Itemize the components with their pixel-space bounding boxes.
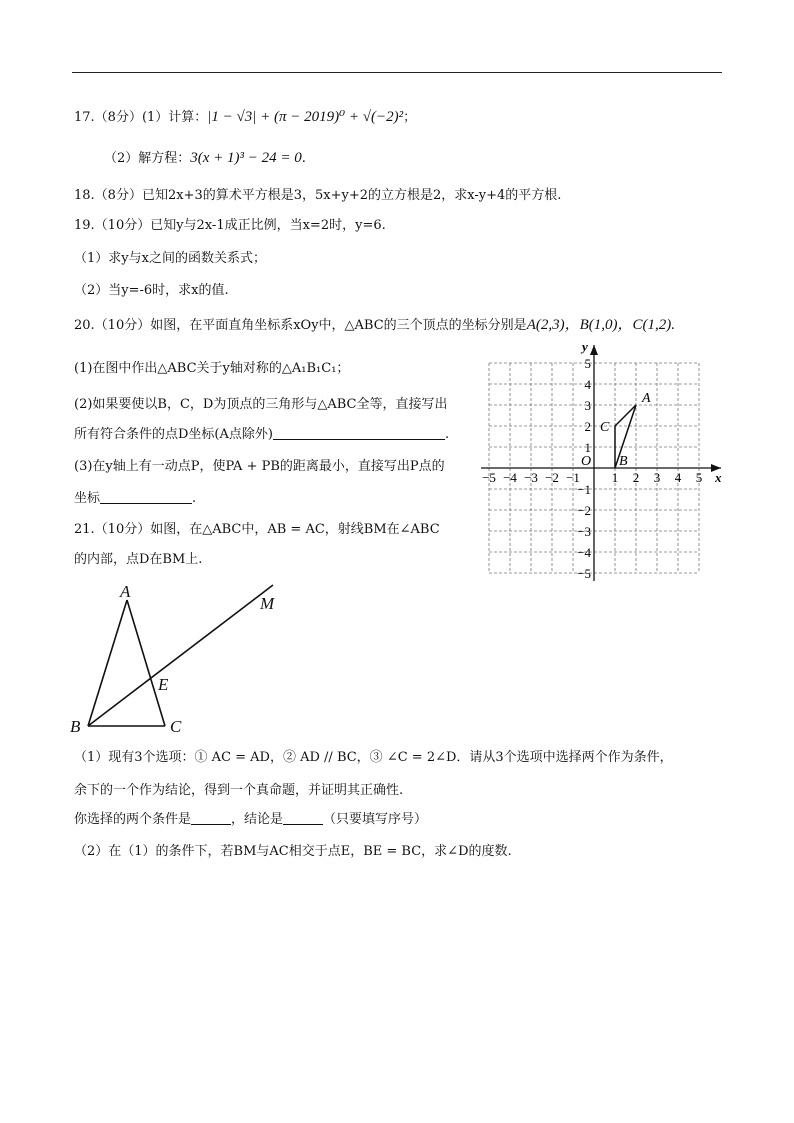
- x-tick-label: 3: [653, 470, 661, 485]
- y-tick-label: −1: [577, 482, 591, 497]
- y-tick-label: 1: [584, 440, 591, 455]
- q20-part3-line1: (3)在y轴上有一动点P，使PA + PB的距离最小，直接写出P点的: [74, 459, 445, 474]
- label-E: E: [158, 675, 169, 694]
- q21-conditions-text: 你选择的两个条件是: [74, 812, 192, 827]
- q17-part1-tail: ；: [403, 110, 417, 125]
- q19-text: 19.（10分）已知y与2x-1成正比例，当x=2时，y=6.: [74, 218, 386, 233]
- x-tick-label: −1: [566, 470, 580, 485]
- label-C: C: [170, 717, 182, 736]
- x-tick-label: −2: [545, 470, 559, 485]
- y-tick-label: 3: [584, 398, 591, 413]
- y-tick-label: −3: [577, 524, 591, 539]
- y-tick-label: −2: [577, 503, 591, 518]
- ray-BM: [88, 585, 273, 726]
- q18-text: 18.（8分）已知2x+3的算术平方根是3，5x+y+2的立方根是2，求x-y+4的平方根.: [74, 188, 562, 203]
- q21-part1-line2: 余下的一个作为结论，得到一个真命题，并证明其正确性.: [74, 783, 404, 798]
- q19-part2: （2）当y=-6时，求x的值.: [74, 283, 229, 298]
- x-tick-label: 5: [695, 470, 703, 485]
- q20-text-lead: 20.（10分）如图，在平面直角坐标系xOy中，△ABC的三个顶点的坐标分别是: [74, 318, 527, 333]
- x-tick-label: −5: [482, 470, 496, 485]
- q20-part2-line1: (2)如果要使以B，C，D为顶点的三角形与△ABC全等，直接写出: [74, 397, 448, 412]
- x-tick-label: 4: [674, 470, 682, 485]
- y-tick-label: 5: [584, 356, 591, 371]
- y-tick-label: −5: [577, 566, 591, 581]
- q17-part2-tail: .: [301, 151, 306, 166]
- q17-part2-lead: （2）解方程：: [104, 151, 191, 166]
- q21-conditions-blank[interactable]: [191, 811, 231, 825]
- q21-line1: 21.（10分）如图，在△ABC中，AB = AC，射线BM在∠ABC: [74, 522, 440, 537]
- point-label-C: C: [600, 420, 610, 435]
- q21-conclusion-text: ，结论是: [231, 812, 284, 827]
- q17-part2-expr: 3(x + 1)³ − 24 = 0: [190, 150, 302, 166]
- q20-coords: A(2,3)，B(1,0)，C(1,2).: [526, 317, 675, 333]
- q17-part1-expr: |1 − √3| + (π − 2019)⁰ + √(−2)²: [207, 109, 404, 125]
- q19-part1: （1）求y与x之间的函数关系式；: [74, 251, 266, 266]
- y-tick-label: −4: [577, 545, 591, 560]
- q20-part3-text: 坐标: [74, 491, 101, 506]
- q20-part1: (1)在图中作出△ABC关于y轴对称的△A₁B₁C₁；: [74, 361, 350, 376]
- segment-AB: [88, 600, 127, 726]
- q17-part1-lead: 17.（8分）(1）计算：: [74, 110, 208, 125]
- q21-part1-line3: [74, 811, 427, 829]
- y-tick-label: 2: [584, 419, 591, 434]
- label-B: B: [70, 717, 81, 736]
- x-tick-label: 2: [632, 470, 640, 485]
- segment-AC: [127, 600, 165, 726]
- q20-part3-end: .: [192, 491, 197, 506]
- origin-label: O: [581, 454, 592, 469]
- y-axis-label: y: [582, 339, 588, 354]
- y-tick-label: 4: [584, 377, 591, 392]
- q20-part2-text: 所有符合条件的点D坐标(A点除外): [74, 427, 273, 442]
- label-A: A: [120, 582, 131, 601]
- q21-part1-line1: （1）现有3个选项：① AC = AD，② AD // BC，③ ∠C = 2∠D．请从3个选项中选择两个作为条件，: [74, 750, 673, 765]
- x-axis-label: x: [715, 470, 722, 485]
- q21-line2: 的内部，点D在BM上.: [74, 552, 203, 567]
- point-label-B: B: [619, 454, 628, 469]
- q21-conclusion-blank[interactable]: [283, 811, 323, 825]
- q21-note-text: （只要填写序号）: [323, 812, 428, 827]
- q21-part2: （2）在（1）的条件下，若BM与AC相交于点E，BE = BC，求∠D的度数.: [74, 844, 512, 859]
- q20-part2-end: .: [444, 427, 450, 442]
- x-tick-label: 1: [611, 470, 619, 485]
- point-label-A: A: [642, 391, 651, 406]
- x-tick-label: −3: [524, 470, 538, 485]
- label-M: M: [260, 594, 275, 613]
- x-tick-label: −4: [503, 470, 517, 485]
